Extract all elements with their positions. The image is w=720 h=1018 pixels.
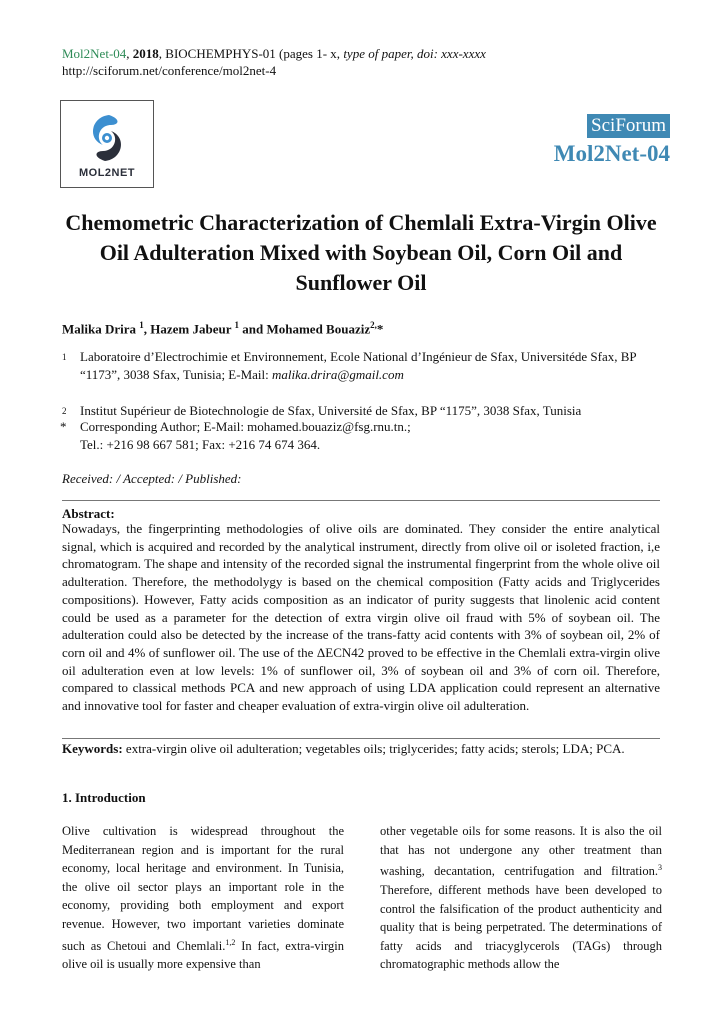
affiliation-1-email[interactable]: malika.drira@gmail.com — [272, 367, 404, 382]
corresponding-text-1: Corresponding Author; E-Mail: mohamed.bouaziz@fsg.rnu.tn.; — [80, 419, 411, 434]
mol2net-brand: Mol2Net-04 — [553, 141, 670, 166]
affiliation-2-mark: 2 — [62, 406, 67, 416]
introduction-column-right — [380, 822, 662, 974]
intro-col2-text-b: Therefore, different methods have been developed to control the falsification of the product authenticity and quality that is being perpetrated. The determinations of fatty acids and triacyglycerols (TAGs) through chromatographic methods allow the — [380, 882, 662, 972]
author-1-affiliation: 1 — [139, 320, 144, 330]
author-3: and Mohamed Bouaziz — [239, 321, 371, 337]
paper-type: type of paper, doi: xxx-xxxx — [343, 46, 486, 61]
journal-citation-line: Mol2Net-04, 2018, BIOCHEMPHYS-01 (pages 1- x, type of paper, doi: xxx-xxxx — [62, 46, 486, 61]
abstract-body: Nowadays, the fingerprinting methodologies of olive oils are dominated. They consider the entire analytical signal, which is acquired and recorded by the analytical instrument, directly from olive oil or isoleted fraction, i,e chromatogram. The shape and intensity of the recorded signal the instrumental fingerprint from the whole olive oil adulteration. Therefore, the methodolygy is based on the chemical composition (Fatty acids and Triglycerides compositions). However, Fatty acids composition as an indicator of purity suggests that linolenic acid content could be used as a parameter for the detection of extra virgin olive oil fraud with 5% of soybean oil. The adulteration could also be detected by the increase of the trans-fatty acid contents with 3% of soybean oil, 2% of corn oil and 4% of sunflower oil. The use of the ΔECN42 proved to be effective in the Chemlali extra-virgin olive oil adulteration even at low levels: 1% of sunflower oil, 3% of soybean oil and 3% of corn oil. Therefore, compared to classical methods PCA and new approach of using LDA application could represent an alternative and innovative tool for faster and cheaper evaluation of extra-virgin olive oil adulteration. — [62, 521, 660, 714]
keywords-label: Keywords: — [62, 741, 123, 756]
received-dates: Received: / Accepted: / Published: — [62, 471, 242, 486]
affiliation-2-text: Institut Supérieur de Biotechnologie de Sfax, Université de Sfax, BP “1175”, 3038 Sfax, Tunisia — [80, 403, 582, 418]
abstract-bottom-rule — [62, 738, 660, 739]
keywords-text: extra-virgin olive oil adulteration; vegetables oils; triglycerides; fatty acids; sterols; LDA; PCA. — [122, 741, 625, 756]
mol2net-logo — [60, 100, 154, 188]
intro-col1-text-a: Olive cultivation is widespread throughout the Mediterranean region and is important for the rural economy, local heritage and environment. In Tunisia, the olive oil sector plays an important role in the economy, providing both employment and export revenue. However, two important varieties dominate such as Chetoui and Chemlali. — [62, 824, 344, 953]
code-pages: , BIOCHEMPHYS-01 (pages 1- x, — [158, 46, 344, 61]
introduction-column-left — [62, 822, 344, 974]
mol2net-swirl-logo-icon — [61, 105, 153, 171]
author-2-affiliation: 1 — [234, 320, 240, 330]
paper-title: Chemometric Characterization of Chemlali Extra-Virgin Olive Oil Adulteration Mixed with Soybean Oil, Corn Oil and Sunflower Oil — [65, 210, 657, 295]
author-list — [62, 320, 383, 337]
intro-col2-citation: 3 — [658, 863, 662, 873]
conference-url[interactable]: http://sciforum.net/conference/mol2net-4 — [62, 63, 277, 78]
abstract-heading: Abstract: — [62, 506, 115, 521]
affiliation-1-mark: 1 — [62, 352, 67, 362]
author-2: , Hazem Jabeur — [143, 321, 235, 337]
sciforum-badge: SciForum — [587, 114, 670, 138]
year: 2018 — [132, 46, 159, 61]
affiliation-1 — [62, 348, 660, 384]
intro-col1-citation: 1,2 — [225, 937, 236, 947]
logo-text: MOL2NET — [78, 167, 136, 179]
author-1: Malika Drira — [62, 321, 140, 337]
intro-col1-text-b: In fact, extra-virgin olive oil is usually more expensive than — [62, 938, 345, 972]
intro-col2-text-a: other vegetable oils for some reasons. It is also the oil that has not undergone any other treatment than washing, decantation, centrifugation and filtration. — [380, 824, 662, 879]
affiliation-1-text: Laboratoire d’Electrochimie et Environnement, Ecole National d’Ingénieur de Sfax, Universitéde Sfax, BP “1173”, 3038 Sfax, Tunisia; E-Mail: — [80, 349, 637, 382]
keywords — [62, 740, 660, 758]
corresponding-star: * — [376, 321, 384, 337]
author-3-affiliation: 2, — [370, 320, 377, 330]
corresponding-text-2: Tel.: +216 98 667 581; Fax: +216 74 674 364. — [80, 437, 321, 452]
abstract-top-rule — [62, 500, 660, 501]
introduction-heading: 1. Introduction — [62, 790, 146, 805]
corresponding-mark: * — [60, 419, 67, 434]
conference-id: Mol2Net-04 — [62, 46, 127, 61]
corresponding-author — [62, 418, 660, 454]
